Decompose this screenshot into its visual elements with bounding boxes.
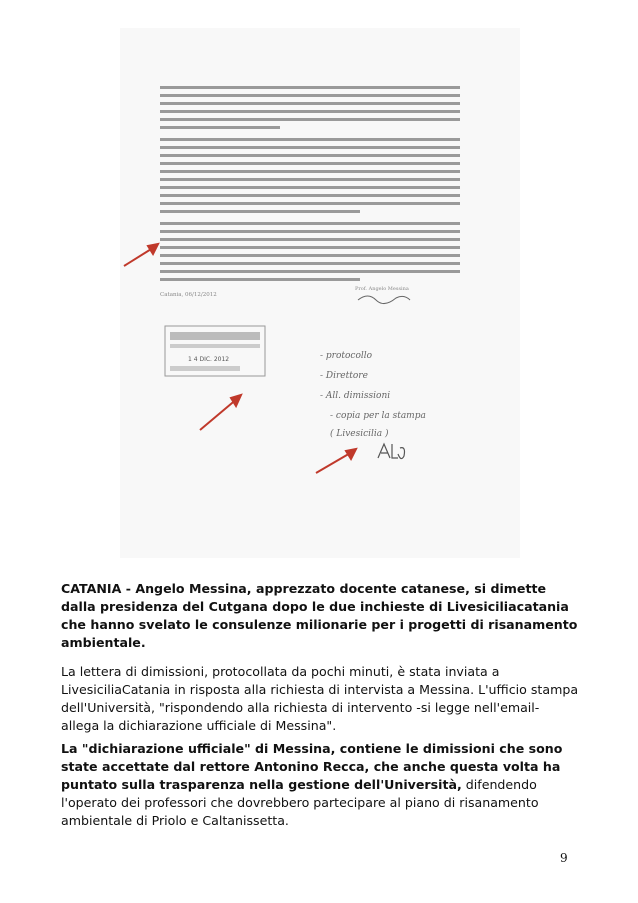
article-paragraph-3 [61,740,581,830]
article-paragraph-3-rest: difendendo l'operato dei professori che dovrebbero partecipare al piano di risanamento ambientale di Priolo e Caltanissetta. [61,777,539,828]
article-paragraph-2: La lettera di dimissioni, protocollata da pochi minuti, è stata inviata a LivesiciliaCatania in risposta alla richiesta di intervista a Messina. L'ufficio stampa dell'Università, "rispondendo alla richiesta di intervento -si legge nell'email- allega la dichiarazione ufficiale di Messina". [61,664,579,733]
stamp-date: 1 4 DIC. 2012 [188,356,230,363]
handwritten-note-4: - copia per la stampa [330,411,426,421]
page-number: 9 [560,851,568,865]
handwritten-note-3: - All. dimissioni [320,391,391,401]
article-paragraph-3-bold: La "dichiarazione ufficiale" di Messina, contiene le dimissioni che sono state accettate dal rettore Antonino Recca, che anche questa volta ha puntato sulla trasparenza nella gestione dell'Università, [61,741,563,792]
handwritten-note-2: - Direttore [320,371,368,381]
handwritten-note-1: - protocollo [320,351,373,361]
letter-date: Catania, 06/12/2012 [160,292,217,298]
handwritten-note-5: ( Livesicilia ) [330,429,389,439]
signature-caption: Prof. Angelo Messina [355,286,409,292]
article-lead: CATANIA - Angelo Messina, apprezzato docente catanese, si dimette dalla presidenza del Cutgana dopo le due inchieste di Livesiciliacatania che hanno svelato le consulenze milionarie per i progetti di risanamento ambientale. [61,581,578,650]
scanned-letter-image [120,28,520,558]
